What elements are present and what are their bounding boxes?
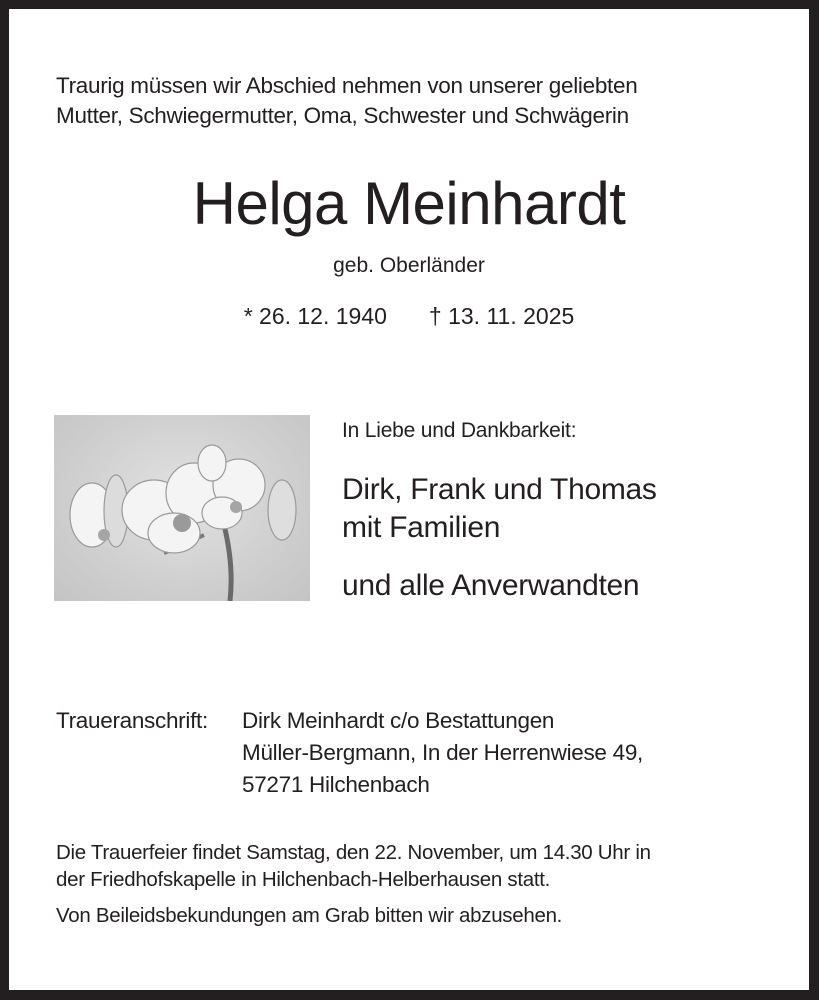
ceremony-info [56, 839, 651, 893]
orchid-photo-icon [54, 415, 310, 601]
deceased-name: Helga Meinhardt [192, 170, 626, 237]
intro-line-2: Mutter, Schwiegermutter, Oma, Schwester und Schwägerin [56, 103, 629, 128]
family-line-2: mit Familien [342, 511, 501, 544]
relatives-line: und alle Anverwandten [342, 569, 640, 602]
birth-date: * 26. 12. 1940 [243, 303, 387, 329]
family-names [342, 471, 657, 547]
maiden-name: geb. Oberländer [333, 254, 485, 277]
death-date: † 13. 11. 2025 [428, 303, 575, 329]
mourning-address [242, 705, 643, 801]
family-line-1: Dirk, Frank und Thomas [342, 473, 657, 506]
address-line-3: 57271 Hilchenbach [242, 772, 430, 797]
love-line: In Liebe und Dankbarkeit: [342, 419, 577, 442]
address-label: Traueranschrift: [56, 708, 208, 733]
life-dates [9, 301, 809, 331]
intro-text [56, 71, 637, 131]
obituary-card [9, 9, 809, 990]
address-line-2: Müller-Bergmann, In der Herrenwiese 49, [242, 740, 643, 765]
address-line-1: Dirk Meinhardt c/o Bestattungen [242, 708, 555, 733]
condolence-note: Von Beileidsbekundungen am Grab bitten wir abzusehen. [56, 904, 563, 927]
intro-line-1: Traurig müssen wir Abschied nehmen von unserer geliebten [56, 73, 638, 98]
ceremony-line-2: der Friedhofskapelle in Hilchenbach-Helberhausen statt. [56, 868, 551, 891]
ceremony-line-1: Die Trauerfeier findet Samstag, den 22. November, um 14.30 Uhr in [56, 841, 651, 864]
